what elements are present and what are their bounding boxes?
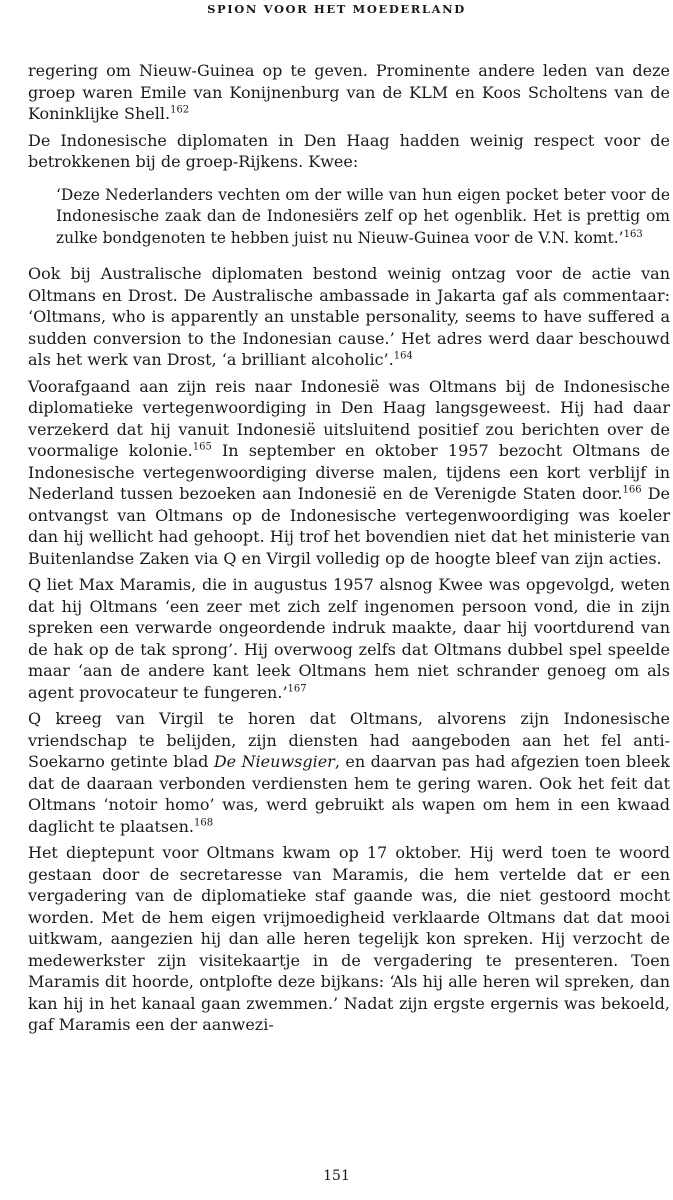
- footnote-ref: 166: [622, 484, 642, 496]
- paragraph-7: Het dieptepunt voor Oltmans kwam op 17 oktober. Hij werd toen te woord gestaan door de secretaresse van Maramis, die hem vertelde dat er een vergadering van de diplomatieke staf gaande was, die niet gestoord mocht worden. Met de hem eigen vrijmoedigheid verklaarde Oltmans dat dat mooi uitkwam, aangezien hij dan alle heren tegelijk kon spreken. Hij verzocht de medewerkster zijn visitekaartje in de vergadering te presenteren. Toen Maramis dit hoorde, ontplofte deze bijkans: ‘Als hij alle heren wil spreken, dan kan hij in het kanaal gaan zwemmen.’ Nadat zijn ergste ergernis was bekoeld, gaf Maramis een der aanwezi-: [28, 843, 670, 1034]
- footnote-ref: 163: [623, 228, 643, 240]
- footnote-ref: 165: [192, 441, 212, 453]
- footnote-ref: 164: [393, 350, 413, 362]
- paragraph-1: regering om Nieuw-Guinea op te geven. Prominente andere leden van deze groep waren Emile van Konijnenburg van de KLM en Koos Scholtens van de Koninklijke Shell.$^{162}$: [28, 61, 670, 123]
- footnote-ref: 167: [287, 683, 307, 695]
- footnote-ref: 162: [170, 104, 190, 116]
- page-number: 151: [323, 1168, 350, 1184]
- paragraph-5: Q liet Max Maramis, die in augustus 1957 alsnog Kwee was opgevolgd, weten dat hij Oltmans ‘een zeer met zich zelf ingenomen persoon vond, die in zijn spreken een verwarde ongeordende indruk maakte, daar hij voortdurend van de hak op de tak sprong’. Hij overwoog zelfs dat Oltmans dubbel spel speelde maar ‘aan de andere kant leek Oltmans hem niet schrander genoeg om als agent provocateur te fungeren.’$^{167}$: [28, 575, 670, 702]
- paragraph-2: De Indonesische diplomaten in Den Haag hadden weinig respect voor de betrokkenen bij de groep-Rijkens. Kwee:: [28, 130, 670, 171]
- block-quote: ‘Deze Nederlanders vechten om der wille van hun eigen pocket beter voor de Indonesische zaak dan de Indonesiërs zelf op het ogenblik. Het is prettig om zulke bondgenoten te hebben juist nu Nieuw-Guinea voor de V.N. komt.’$^{163}$: [56, 185, 670, 247]
- newspaper-title: De Nieuwsgier: [213, 752, 335, 771]
- running-head: SPION VOOR HET MOEDERLAND: [207, 2, 466, 16]
- paragraph-6: Q kreeg van Virgil te horen dat Oltmans, alvorens zijn Indonesische vriendschap te belijden, zijn diensten had aangeboden aan het fel anti-Soekarno getinte blad De Nieuwsgier, en daarvan pas had afgezien toen bleek dat de daaraan verbonden verdiensten hem te gering waren. Ook het feit dat Oltmans ‘notoir homo’ was, werd gebruikt als wapen om hem in een kwaad daglicht te plaatsen.$^{168}$: [28, 709, 671, 836]
- paragraph-3: Ook bij Australische diplomaten bestond weinig ontzag voor de actie van Oltmans en Drost. De Australische ambassade in Jakarta gaf als commentaar: ‘Oltmans, who is apparently an unstable personality, seems to have suffered a sudden conversion to the Indonesian cause.’ Het adres werd daar beschouwd als het werk van Drost, ‘a brilliant alcoholic’.$^{164}$: [28, 264, 670, 369]
- paragraph-4: Voorafgaand aan zijn reis naar Indonesië was Oltmans bij de Indonesische diplomatieke vertegenwoordiging in Den Haag langsgeweest. Hij had daar verzekerd dat hij vanuit Indonesië uitsluitend positief zou berichten over de voormalige kolonie.$^{165}$ In september en oktober 1957 bezocht Oltmans de Indonesische vertegenwoordiging diverse malen, tijdens een kort verblijf in Nederland tussen bezoeken aan Indonesië en de Verenigde Staten door.$^{166}$ De ontvangst van Oltmans op de Indonesische vertegenwoordiging was koeler dan hij wellicht had gehoopt. Hij trof het bovendien niet dat het ministerie van Buitenlandse Zaken via Q en Virgil volledig op de hoogte bleef van zijn acties.: [28, 376, 671, 568]
- footnote-ref: 168: [193, 817, 214, 829]
- body-text: [28, 60, 670, 1041]
